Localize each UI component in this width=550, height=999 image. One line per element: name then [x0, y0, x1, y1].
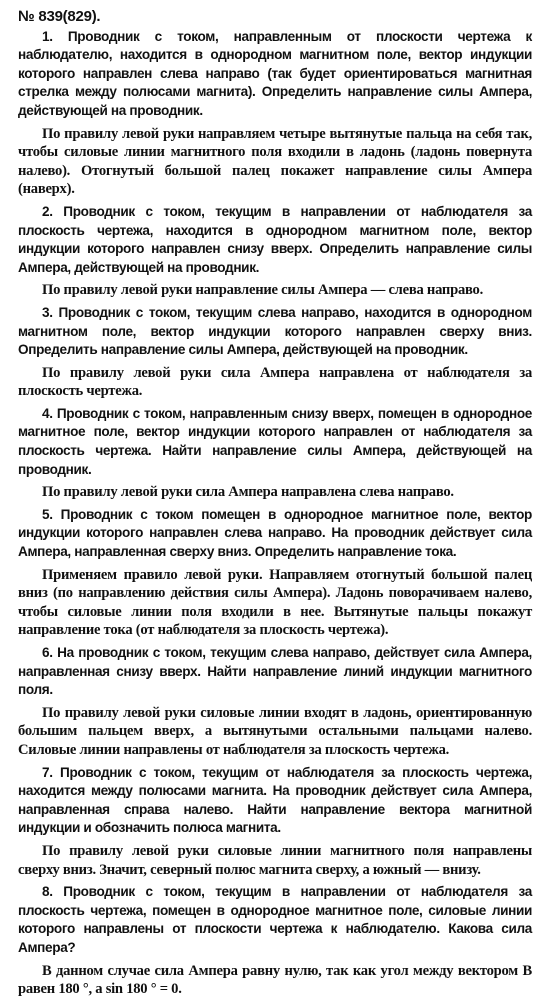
question-6: 6. На проводник с током, текущим слева направо, действует сила Ампера, направленная снизу вверх. Найти направление линий индукции магнитного поля.: [18, 645, 532, 698]
answer-7: По правилу левой руки силовые линии магнитного поля направлены сверху вниз. Значит, северный полюс магнита сверху, а южный — внизу.: [18, 842, 532, 878]
question-1: 1. Проводник с током, направленным от плоскости чертежа к наблюдателю, находится в однородном магнитном поле, вектор индукции которого направлен слева направо (так будет ориентироваться магнитная стрелка между полюсами магнита). Определить направление силы Ампера, действующей на проводник.: [18, 28, 532, 118]
answer-8: В данном случае сила Ампера равну нулю, так как угол между вектором B равен 180 °, а sin 180 ° = 0.: [18, 962, 532, 998]
problem-number: № 839(829).: [18, 8, 101, 25]
question-8: 8. Проводник с током, текущим в направлении от наблюдателя за плоскость чертежа, помещен в однородное магнитное поле, силовые линии которого направлены от плоскости чертежа к наблюдателю. Какова сила Ампера?: [18, 884, 532, 955]
question-3: 3. Проводник с током, текущим слева направо, находится в однородном магнитном поле, вектор индукции которого направлен сверху вниз. Определить направление силы Ампера, действующей на проводник.: [18, 304, 532, 358]
answer-4: По правилу левой руки сила Ампера направлена слева направо.: [42, 484, 454, 501]
answer-6: По правилу левой руки силовые линии входят в ладонь, ориентированную большим пальцем вверх, а вытянутыми остальными пальцами налево. Силовые линии направлены от наблюдателя за плоскость чертежа.: [18, 704, 532, 758]
question-2: 2. Проводник с током, текущим в направлении от наблюдателя за плоскость чертежа, находится в однородном магнитном поле, вектор индукции которого направлен снизу вверх. Определить направление силы Ампера, действующей на проводник.: [18, 203, 532, 275]
question-5: 5. Проводник с током помещен в однородное магнитное поле, вектор индукции которого направлен слева направо. На проводник действует сила Ампера, направленная сверху вниз. Определить направление тока.: [18, 506, 532, 560]
answer-5: Применяем правило левой руки. Направляем отогнутый большой палец вниз (по направлению действия силы Ампера). Ладонь поворачиваем налево, чтобы силовые линии поля входили в нее. Вытянутые пальцы покажут направление тока (от наблюдателя за плоскость чертежа).: [18, 566, 532, 639]
question-7: 7. Проводник с током, текущим от наблюдателя за плоскость чертежа, находится между полюсами магнита. На проводник действует сила Ампера, направленная справа налево. Найти направление вектора магнитной индукции и обозначить полюса магнита.: [18, 764, 532, 836]
answer-3: По правилу левой руки сила Ампера направлена от наблюдателя за плоскость чертежа.: [18, 364, 532, 400]
answer-2: По правилу левой руки направление силы Ампера — слева направо.: [42, 282, 483, 299]
question-4: 4. Проводник с током, направленным снизу вверх, помещен в однородное магнитное поле, вектор индукции которого направлен от наблюдателя за плоскость чертежа. Найти направление силы Ампера, действующей на проводник.: [18, 405, 532, 477]
answer-1: По правилу левой руки направляем четыре вытянутые пальца на себя так, чтобы силовые линии магнитного поля входили в ладонь (ладонь повернута налево). Отогнутый большой палец покажет направление силы Ампера (наверх).: [18, 125, 532, 198]
